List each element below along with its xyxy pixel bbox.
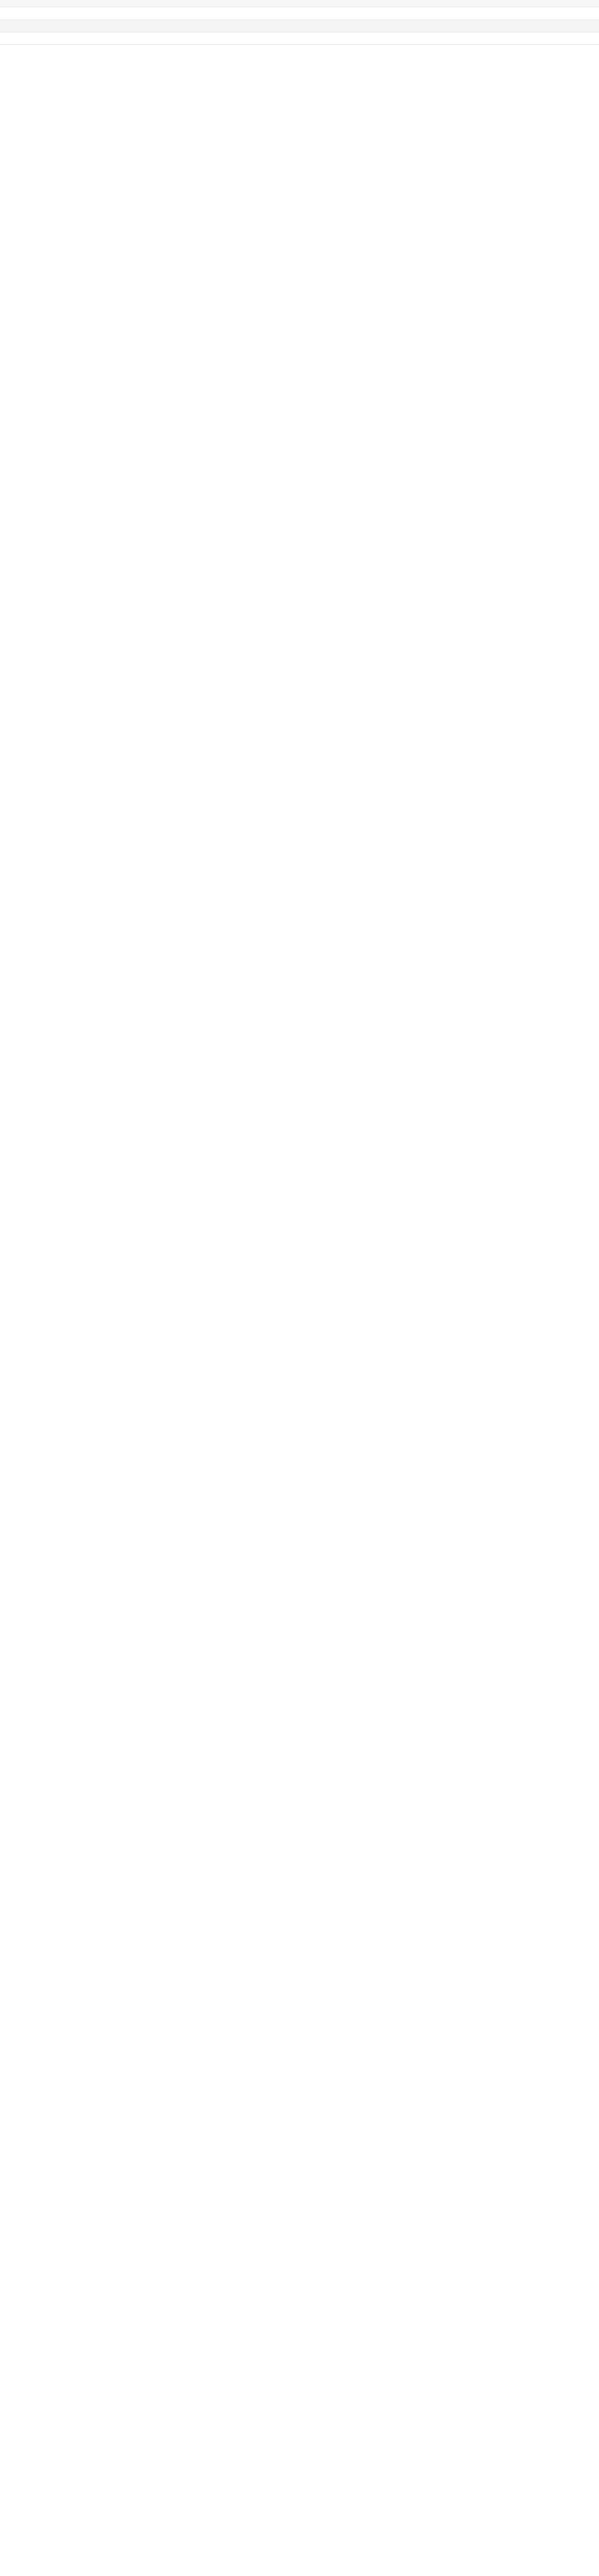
date [249,20,327,32]
company-name [33,20,249,32]
watermark-band [0,0,599,7]
category [445,20,599,32]
blank [404,32,445,44]
category [445,32,599,44]
row-number [0,20,33,32]
table-body [0,7,599,44]
table-row [0,7,599,20]
date [249,7,327,20]
company-name [33,7,249,20]
company-name [33,32,249,44]
category [445,7,599,20]
blank [404,7,445,20]
blank [404,20,445,32]
place [327,20,404,32]
row-number [0,32,33,44]
place [327,7,404,20]
date [249,32,327,44]
place [327,32,404,44]
row-number [0,7,33,20]
company-table [0,7,599,45]
table-row [0,20,599,32]
table-row [0,32,599,44]
page [0,0,599,45]
